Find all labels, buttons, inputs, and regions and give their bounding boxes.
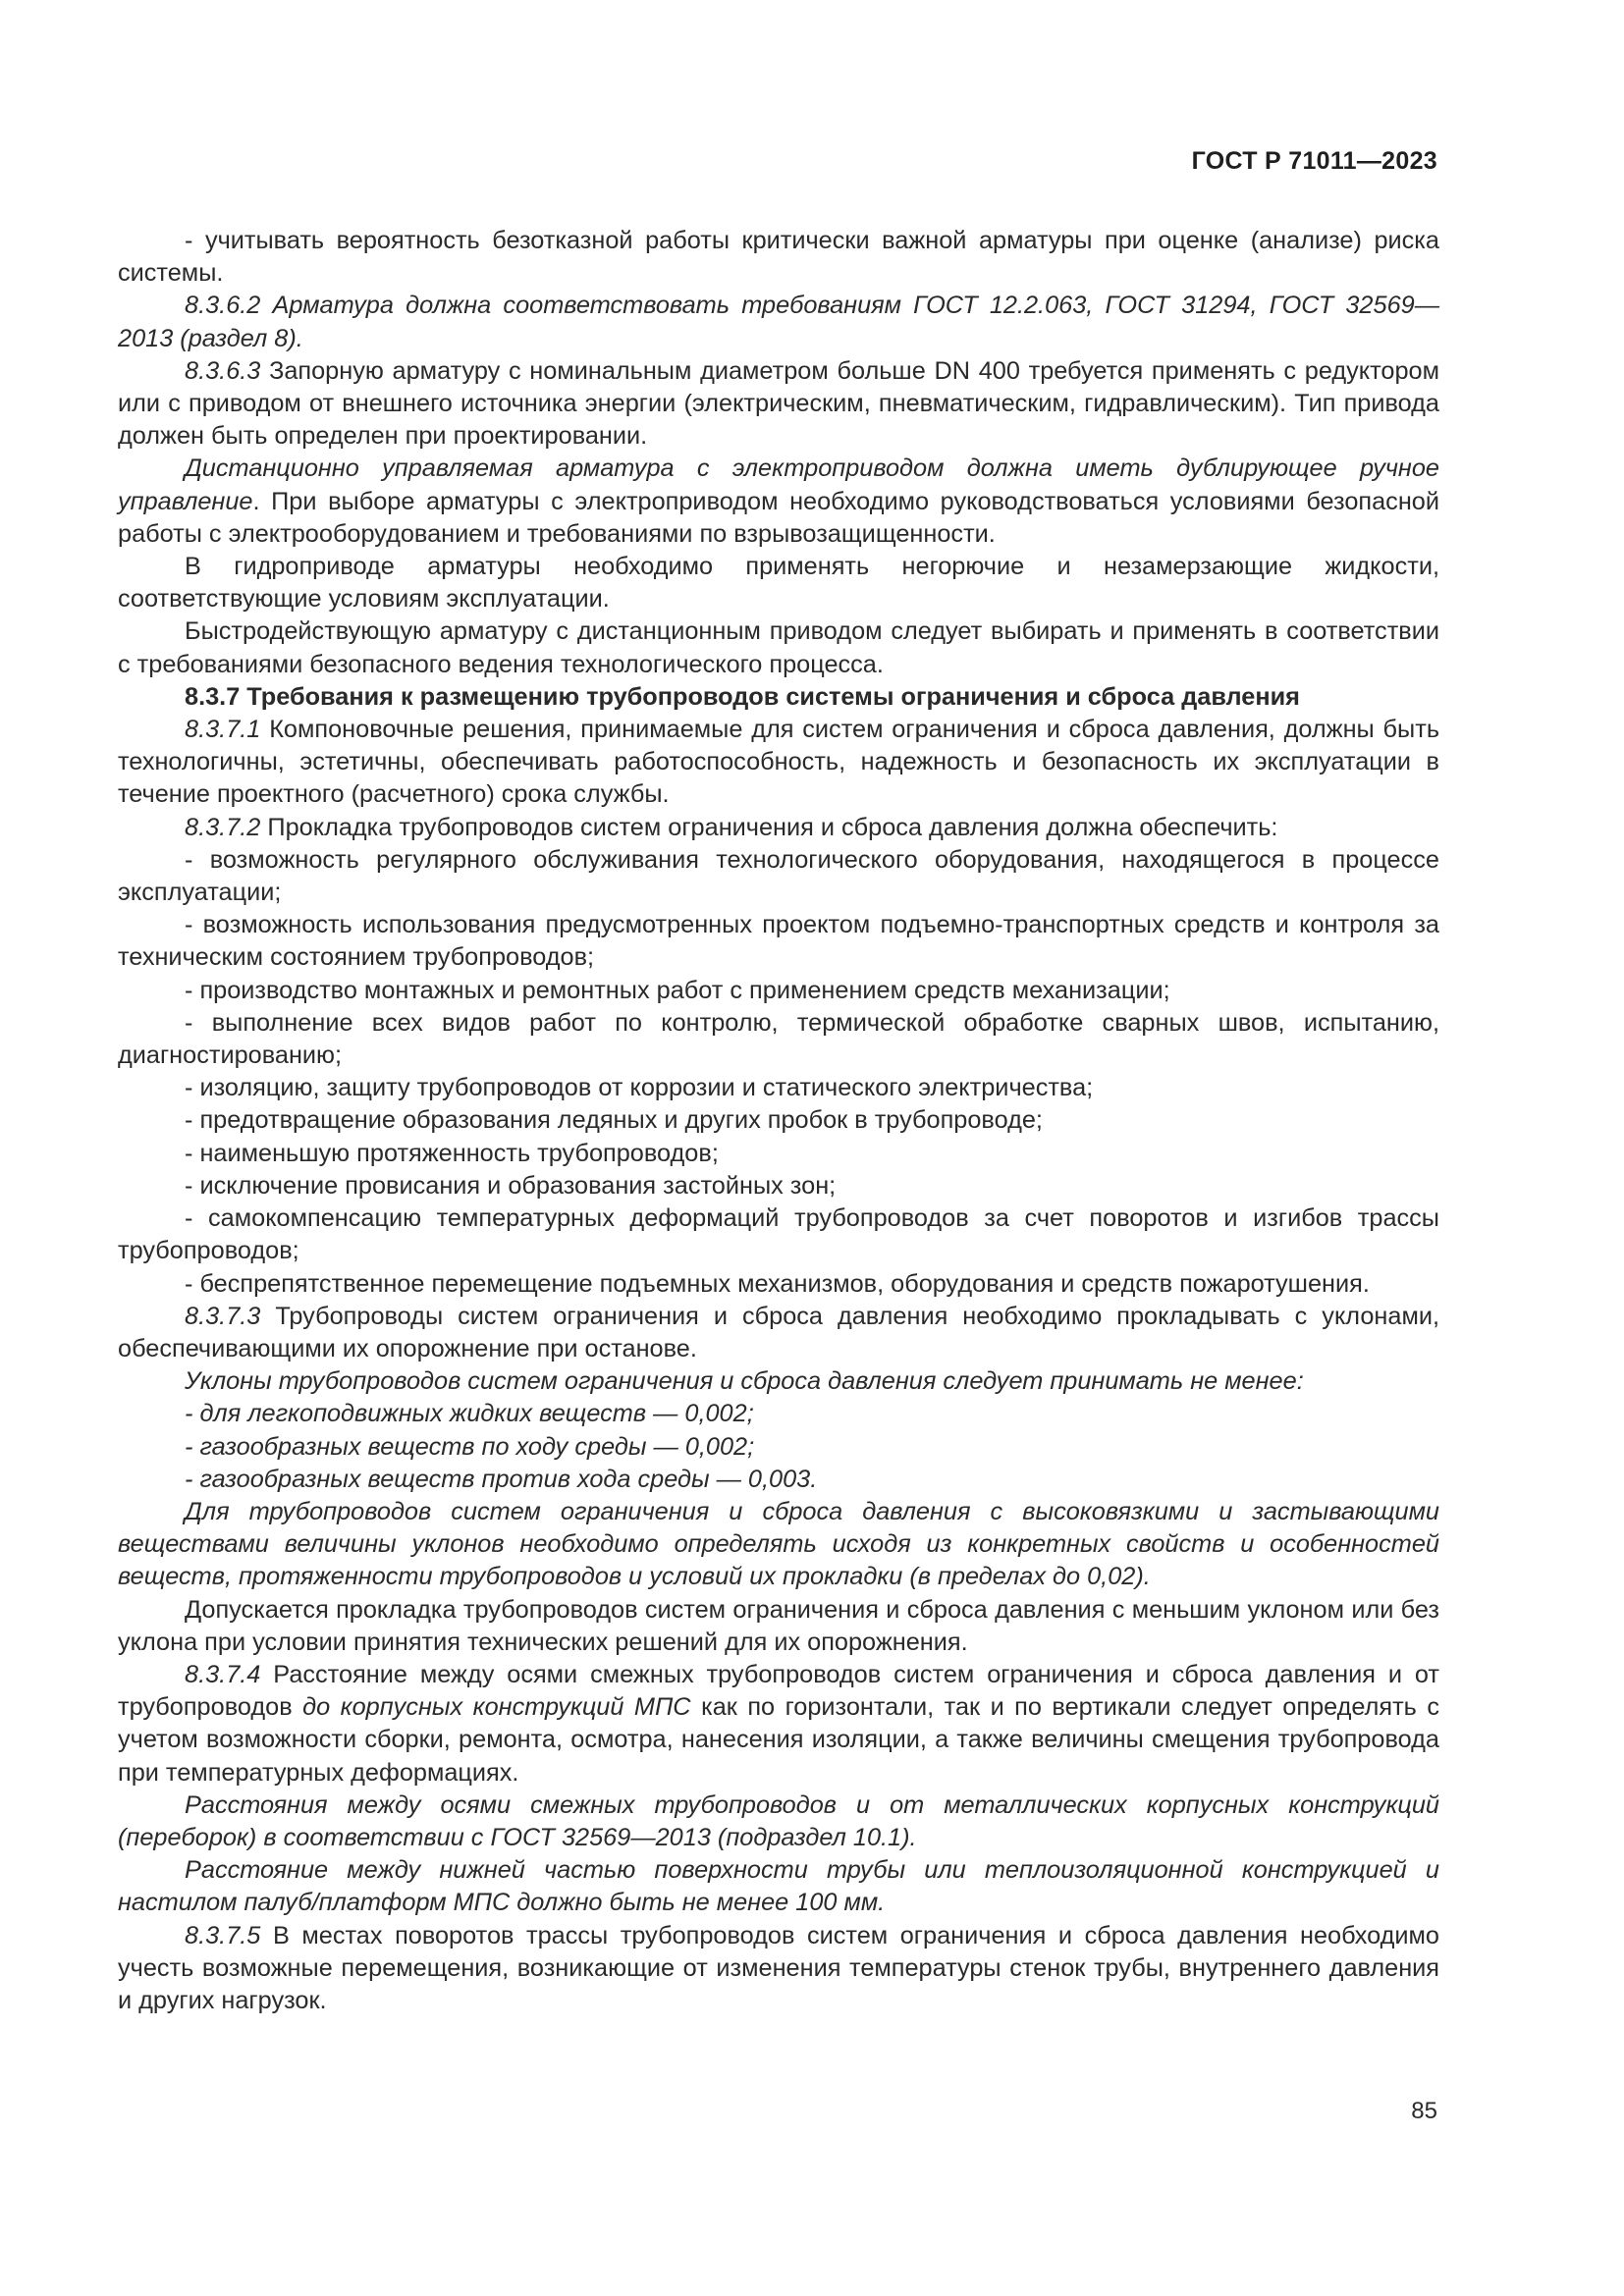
section-heading-8-3-7: 8.3.7 Требования к размещению трубопроводов системы ограничения и сброса давления (185, 682, 1300, 711)
list-item: - для легкоподвижных жидких веществ — 0,002; (185, 1400, 754, 1428)
list-item: - самокомпенсацию температурных деформаций трубопроводов за счет поворотов и изгибов трассы трубопроводов; (118, 1204, 1439, 1265)
clause-number: 8.3.7.3 (185, 1302, 261, 1330)
clause-number: 8.3.7.1 (185, 716, 261, 744)
paragraph-distances: Расстояния между осями смежных трубопроводов и от металлических корпусных конструкций (переборок) в соответствии с ГОСТ 32569—2013 (подраздел 10.1). (118, 1790, 1439, 1851)
emphasis-text: до корпусных конструкций МПС (302, 1693, 691, 1722)
paragraph-hydraulic: В гидроприводе арматуры необходимо применять негорючие и незамерзающие жидкости, соответствующие условиям эксплуатации. (118, 553, 1439, 614)
list-item: - производство монтажных и ремонтных работ с применением средств механизации; (185, 976, 1170, 1004)
paragraph-allowed: Допускается прокладка трубопроводов систем ограничения и сброса давления с меньшим уклоном или без уклона при условии принятия технических решений для их опорожнения. (118, 1595, 1439, 1656)
paragraph-8-3-6-2: 8.3.6.2 Арматура должна соответствовать требованиям ГОСТ 12.2.063, ГОСТ 31294, ГОСТ 32569—2013 (раздел 8). (118, 292, 1439, 352)
list-item: - наименьшую протяженность трубопроводов; (185, 1139, 719, 1167)
list-item: - возможность использования предусмотренных проектом подъемно-транспортных средств и контроля за техническим состоянием трубопроводов; (118, 911, 1439, 972)
paragraph-text: как по горизонтали, так и по вертикали следует определять с учетом возможности сборки, ремонта, осмотра, нанесения изоляции, а также величины смещения трубопровода при температурных деформациях. (118, 1693, 1439, 1787)
paragraph-text: В местах поворотов трассы трубопроводов систем ограничения и сброса давления необходимо учесть возможные перемещения, возникающие от изменения температуры стенок трубы, внутреннего давления и других нагрузок. (118, 1921, 1439, 2014)
paragraph-bullet: - учитывать вероятность безотказной работы критически важной арматуры при оценке (анализе) риска системы. (118, 227, 1439, 288)
document-body (118, 225, 1439, 2017)
clause-number: 8.3.7.5 (185, 1921, 261, 1949)
clause-number: 8.3.6.3 (185, 356, 261, 385)
paragraph-8-3-7-1 (118, 714, 1439, 812)
paragraph-8-3-6-3 (118, 355, 1439, 454)
list-item: - выполнение всех видов работ по контролю, термической обработке сварных швов, испытанию, диагностированию; (118, 1008, 1439, 1070)
paragraph-text: Компоновочные решения, принимаемые для систем ограничения и сброса давления, должны быть технологичны, эстетичны, обеспечивать работоспособность, надежность и безопасность их эксплуатации в течение проектного (расчетного) срока службы. (118, 716, 1439, 809)
document-code-header: ГОСТ Р 71011—2023 (1191, 147, 1437, 175)
page-number: 85 (1411, 2098, 1437, 2124)
paragraph-text: . При выборе арматуры с электроприводом необходимо руководствоваться условиями безопасной работы с электрооборудованием и требованиями по взрывозащищенности. (118, 487, 1439, 548)
list-item: - изоляцию, защиту трубопроводов от коррозии и статического электричества; (185, 1074, 1094, 1102)
list-item: - беспрепятственное перемещение подъемных механизмов, оборудования и средств пожаротушения. (185, 1269, 1370, 1298)
list-item: - предотвращение образования ледяных и других пробок в трубопроводе; (185, 1106, 1043, 1135)
paragraph-text: Прокладка трубопроводов систем ограничения и сброса давления должна обеспечить: (260, 813, 1278, 841)
paragraph-deck-clearance: Расстояние между нижней частью поверхности трубы или теплоизоляционной конструкцией и настилом палуб/платформ МПС должно быть не менее 100 мм. (118, 1856, 1439, 1917)
paragraph-fast-valve: Быстродействующую арматуру с дистанционным приводом следует выбирать и применять в соответствии с требованиями безопасного ведения технологического процесса. (118, 617, 1439, 678)
paragraph-8-3-7-5 (118, 1920, 1439, 2018)
emphasis-text: Дистанционно управляемая арматура с электроприводом должна иметь дублирующее ручное управление (118, 454, 1439, 515)
paragraph-8-3-7-4 (118, 1659, 1439, 1789)
paragraph-slopes: Уклоны трубопроводов систем ограничения и сброса давления следует принимать не менее: (185, 1367, 1304, 1396)
list-item: - газообразных веществ по ходу среды — 0,002; (185, 1432, 755, 1461)
list-item: - исключение провисания и образования застойных зон; (185, 1171, 837, 1200)
paragraph-8-3-7-3 (118, 1301, 1439, 1365)
paragraph-text: Запорную арматуру с номинальным диаметром больше DN 400 требуется применять с редуктором или с приводом от внешнего источника энергии (электрическим, пневматическим, гидравлическим). Тип привода должен быть определен при проектировании. (118, 356, 1439, 451)
paragraph-viscous: Для трубопроводов систем ограничения и сброса давления с высоковязкими и застывающими веществами величины уклонов необходимо определять исходя из конкретных свойств и особенностей веществ, протяженности трубопроводов и условий их прокладки (в пределах до 0,02). (118, 1497, 1439, 1591)
list-item: - возможность регулярного обслуживания технологического оборудования, находящегося в процессе эксплуатации; (118, 845, 1439, 907)
clause-number: 8.3.7.2 (185, 813, 261, 841)
paragraph-remote-valve (118, 453, 1439, 551)
paragraph-text: Трубопроводы систем ограничения и сброса давления необходимо прокладывать с уклонами, обеспечивающими их опорожнение при останове. (118, 1302, 1439, 1362)
clause-number: 8.3.7.4 (185, 1660, 261, 1688)
paragraph-text: Расстояние между осями смежных трубопроводов систем ограничения и сброса давления и от трубопроводов (118, 1660, 1439, 1722)
list-item: - газообразных веществ против хода среды — 0,003. (185, 1465, 818, 1493)
paragraph-8-3-7-2 (118, 812, 1439, 844)
